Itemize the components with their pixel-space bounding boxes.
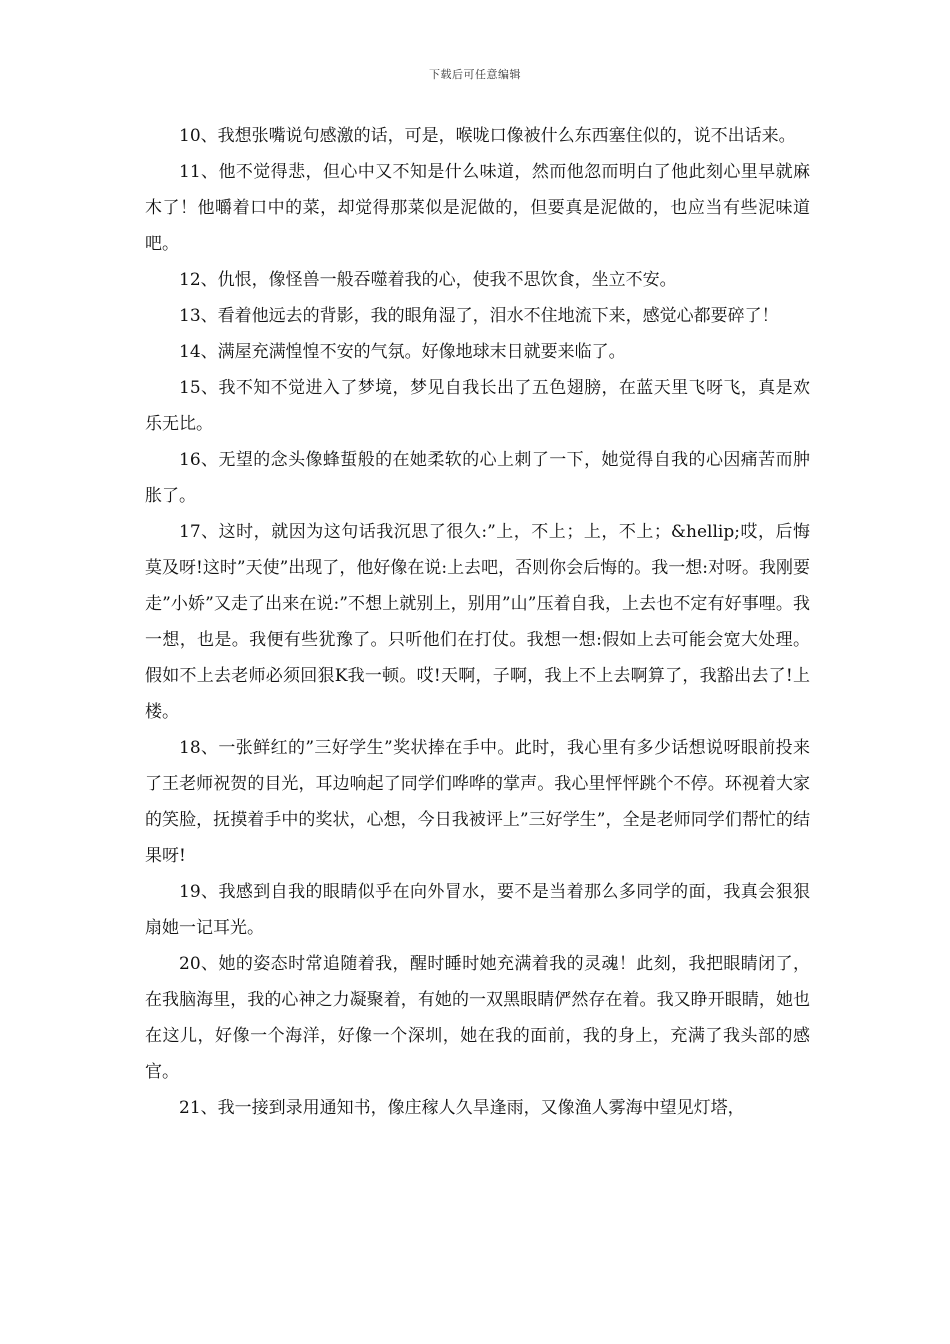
paragraph-13: 13、看着他远去的背影，我的眼角湿了，泪水不住地流下来，感觉心都要碎了！ [179,306,779,326]
document-body [145,118,810,1126]
paragraph-15: 15、我不知不觉进入了梦境，梦见自我长出了五色翅膀，在蓝天里飞呀飞，真是欢乐无比。 [145,378,810,434]
paragraph-11: 11、他不觉得悲，但心中又不知是什么味道，然而他忽而明白了他此刻心里早就麻木了！他嚼着口中的菜，却觉得那菜似是泥做的，但要真是泥做的，也应当有些泥味道吧。 [145,162,810,254]
page-header: 下载后可任意编辑 [429,68,521,81]
paragraph-12: 12、仇恨，像怪兽一般吞噬着我的心，使我不思饮食，坐立不安。 [179,270,677,290]
paragraph-18: 18、一张鲜红的”三好学生”奖状捧在手中。此时，我心里有多少话想说呀眼前投来了王老师祝贺的目光，耳边响起了同学们哗哗的掌声。我心里怦怦跳个不停。环视着大家的笑脸，抚摸着手中的奖状，心想，今日我被评上”三好学生”，全是老师同学们帮忙的结果呀! [145,738,810,866]
paragraph-14: 14、满屋充满惶惶不安的气氛。好像地球末日就要来临了。 [179,342,626,362]
paragraph-20: 20、她的姿态时常追随着我，醒时睡时她充满着我的灵魂！此刻，我把眼睛闭了，在我脑海里，我的心神之力凝聚着，有她的一双黑眼睛俨然存在着。我又睁开眼睛，她也在这儿，好像一个海洋，好像一个深圳，她在我的面前，我的身上，充满了我头部的感官。 [145,954,810,1082]
paragraph-21: 21、我一接到录用通知书，像庄稼人久旱逢雨，又像渔人雾海中望见灯塔， [179,1098,745,1118]
paragraph-10: 10、我想张嘴说句感激的话，可是，喉咙口像被什么东西塞住似的，说不出话来。 [179,126,796,146]
paragraph-17: 17、这时，就因为这句话我沉思了很久:”上，不上；上，不上；&hellip;哎，后悔莫及呀!这时”天使”出现了，他好像在说:上去吧，否则你会后悔的。我一想:对呀。我刚要走”小娇”又走了出来在说:”不想上就别上，别用”山”压着自我，上去也不定有好事哩。我一想，也是。我便有些犹豫了。只听他们在打仗。我想一想:假如上去可能会宽大处理。假如不上去老师必须回狠K我一顿。哎!天啊，子啊，我上不上去啊算了，我豁出去了!上楼。 [145,522,810,722]
paragraph-16: 16、无望的念头像蜂蜇般的在她柔软的心上刺了一下，她觉得自我的心因痛苦而肿胀了。 [145,450,810,506]
paragraph-19: 19、我感到自我的眼睛似乎在向外冒水，要不是当着那么多同学的面，我真会狠狠扇她一记耳光。 [145,882,810,938]
